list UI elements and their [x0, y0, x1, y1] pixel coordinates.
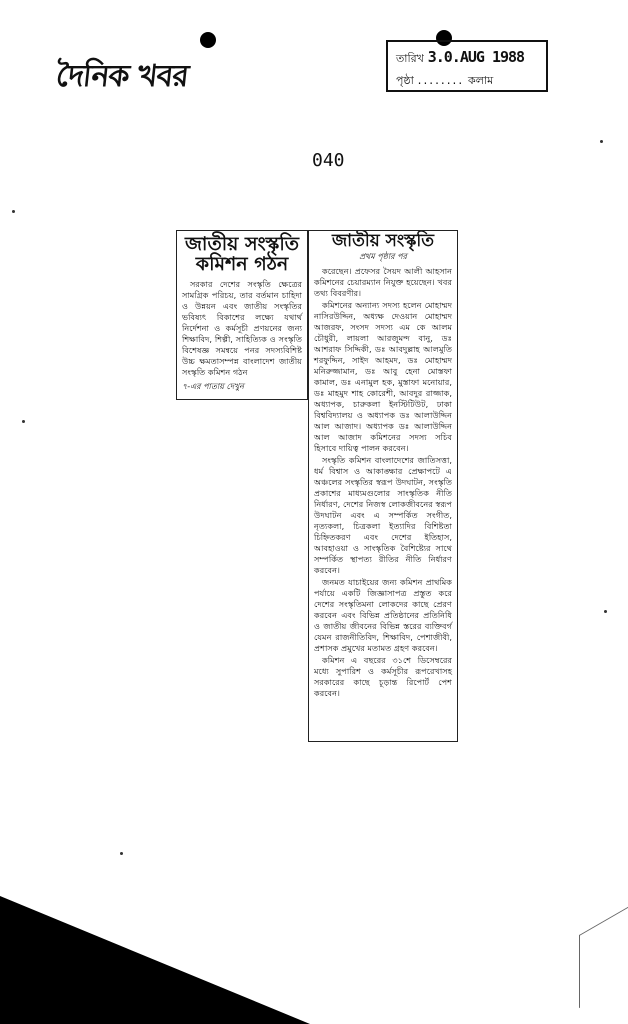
- column-label: কলাম: [468, 74, 494, 87]
- clipping2-paragraph-5: কমিশন এ বছরের ৩১শে ডিসেম্বরের মধ্যে সুপারিশ ও কর্মসূচীর রূপরেখাসহ সরকারের কাছে চূড়ান্ত রিপোর্ট পেশ করবেন।: [314, 654, 452, 698]
- folded-corner: [579, 907, 628, 1008]
- newspaper-masthead: দৈনিক খবর: [54, 59, 190, 94]
- clipping2-body: [309, 264, 457, 702]
- clipping-front-page: [176, 230, 308, 400]
- clipping2-subhead: প্রথম পৃষ্ঠার পর: [359, 251, 407, 261]
- scan-speck: [604, 610, 607, 613]
- clipping1-body: [177, 277, 307, 381]
- clipping-continued: [308, 230, 458, 742]
- scan-speck: [12, 210, 15, 213]
- clipping2-paragraph-2: কমিশনের অন্যান্য সদস্য হলেন মোহাম্মদ নাসিরউদ্দিন, অধ্যক্ষ দেওয়ান মোহাম্মদ আজরফ, সংসদ সদস্য এম কে আলম চৌধুরী, লায়লা আরজুমন্দ বানু, ডঃ আশরাফ সিদ্দিকী, ডঃ আবদুল্লাহ আলমুতি শরফুদ্দিন, সাইদ আহমদ, ডঃ মোহাম্মদ মনিরুজ্জামান, ডঃ আবু হেনা মোস্তফা কামাল, ডঃ এনামুল হক, মুস্তাফা মনোয়ার, ডঃ মাহমুদ শাহ কোরেশী, আবদুর রাজ্জাক, অধ্যাপক, চারুকলা ইনস্টিটিউট, ঢাকা বিশ্ববিদ্যালয় ও অধ্যাপক ডঃ আলাউদ্দিন আল আজাদ। অধ্যাপক ডঃ আলাউদ্দিন আল আজাদ কমিশনের সদস্য সচিব হিসাবে দায়িত্ব পালন করবেন।: [314, 299, 452, 453]
- page-number: 040: [312, 150, 345, 171]
- clipping1-paragraph: সরকার দেশের সংস্কৃতি ক্ষেত্রের সামগ্রিক পরিচয়, তার বর্তমান চাহিদা ও উন্নয়ন এবং জাতীয় সংস্কৃতির ভবিষ্যৎ বিকাশের লক্ষ্যে যথার্থ নির্দেশনা ও কর্মসূচী প্রণয়নের জন্য শিক্ষাবিদ, শিল্পী, সাহিত্যিক ও সংস্কৃতি বিশেষজ্ঞ সমন্বয়ে পনর সদস্যবিশিষ্ট উচ্চ ক্ষমতাসম্পন্ন বাংলাদেশ জাতীয় সংস্কৃতি কমিশন গঠন: [182, 278, 302, 377]
- date-stamp: তারিখ 3.0.AUG 1988 পৃষ্ঠা ........ কলাম: [386, 40, 548, 92]
- clipping2-paragraph-3: সংস্কৃতি কমিশন বাংলাদেশের জাতিসত্তা, ধর্ম বিশ্বাস ও আকাঙ্ক্ষার প্রেক্ষাপটে এ অঞ্চলের সংস্কৃতির স্বরূপ উদঘাটন, সংস্কৃতি প্রকাশের মাধ্যমগুলোর সাংস্কৃতিক নীতি নির্ধারণ, দেশের নিজস্ব লোকজীবনের স্বরূপ উদঘাটন এবং এ সম্পর্কিত সংগীত, নৃত্যকলা, চিত্রকলা ইত্যাদির বিশিষ্টতা চিহ্নিতকরণ এবং দেশের ইতিহাস, আবহাওয়া ও সাংস্কৃতিক বৈশিষ্ট্যের সাথে সম্পর্কিত স্থাপত্য রীতির নীতি নির্ধারণ করবেন।: [314, 454, 452, 575]
- date-label: তারিখ: [396, 52, 424, 65]
- scan-speck: [600, 140, 603, 143]
- page-label: পৃষ্ঠা: [396, 74, 414, 87]
- clipping2-headline: জাতীয় সংস্কৃতি: [331, 231, 435, 251]
- punch-hole-left: [200, 32, 216, 48]
- clipping2-paragraph-1: করেছেন। প্রফেসর সৈয়দ আলী আহসান কমিশনের চেয়ারম্যান নিযুক্ত হয়েছেন। খবর তথ্য বিবরণীর।: [314, 265, 452, 298]
- clipping1-headline: জাতীয় সংস্কৃতি কমিশন গঠন: [184, 233, 300, 275]
- scan-speck: [120, 852, 123, 855]
- clipping2-paragraph-4: জনমত যাচাইয়ের জন্য কমিশন প্রাথমিক পর্যায়ে একটি জিজ্ঞাসাপত্র প্রস্তুত করে দেশের সংস্কৃতিমনা লোকদের কাছে প্রেরণ করবেন এবং বিভিন্ন প্রতিষ্ঠানের প্রতিনিধি ও জাতীয় জীবনের বিভিন্ন স্তরের ব্যক্তিবর্গ যেমন রাজনীতিবিদ, শিক্ষাবিদ, পেশাজীবী, প্রশাসক প্রমুখের মতামত গ্রহণ করবেন।: [314, 576, 452, 653]
- scan-shadow-corner: [0, 896, 310, 1024]
- clipping1-continuation: ৭-এর পাতায় দেখুন: [182, 381, 244, 391]
- scan-speck: [22, 420, 25, 423]
- date-value: 3.0.AUG 1988: [427, 48, 525, 66]
